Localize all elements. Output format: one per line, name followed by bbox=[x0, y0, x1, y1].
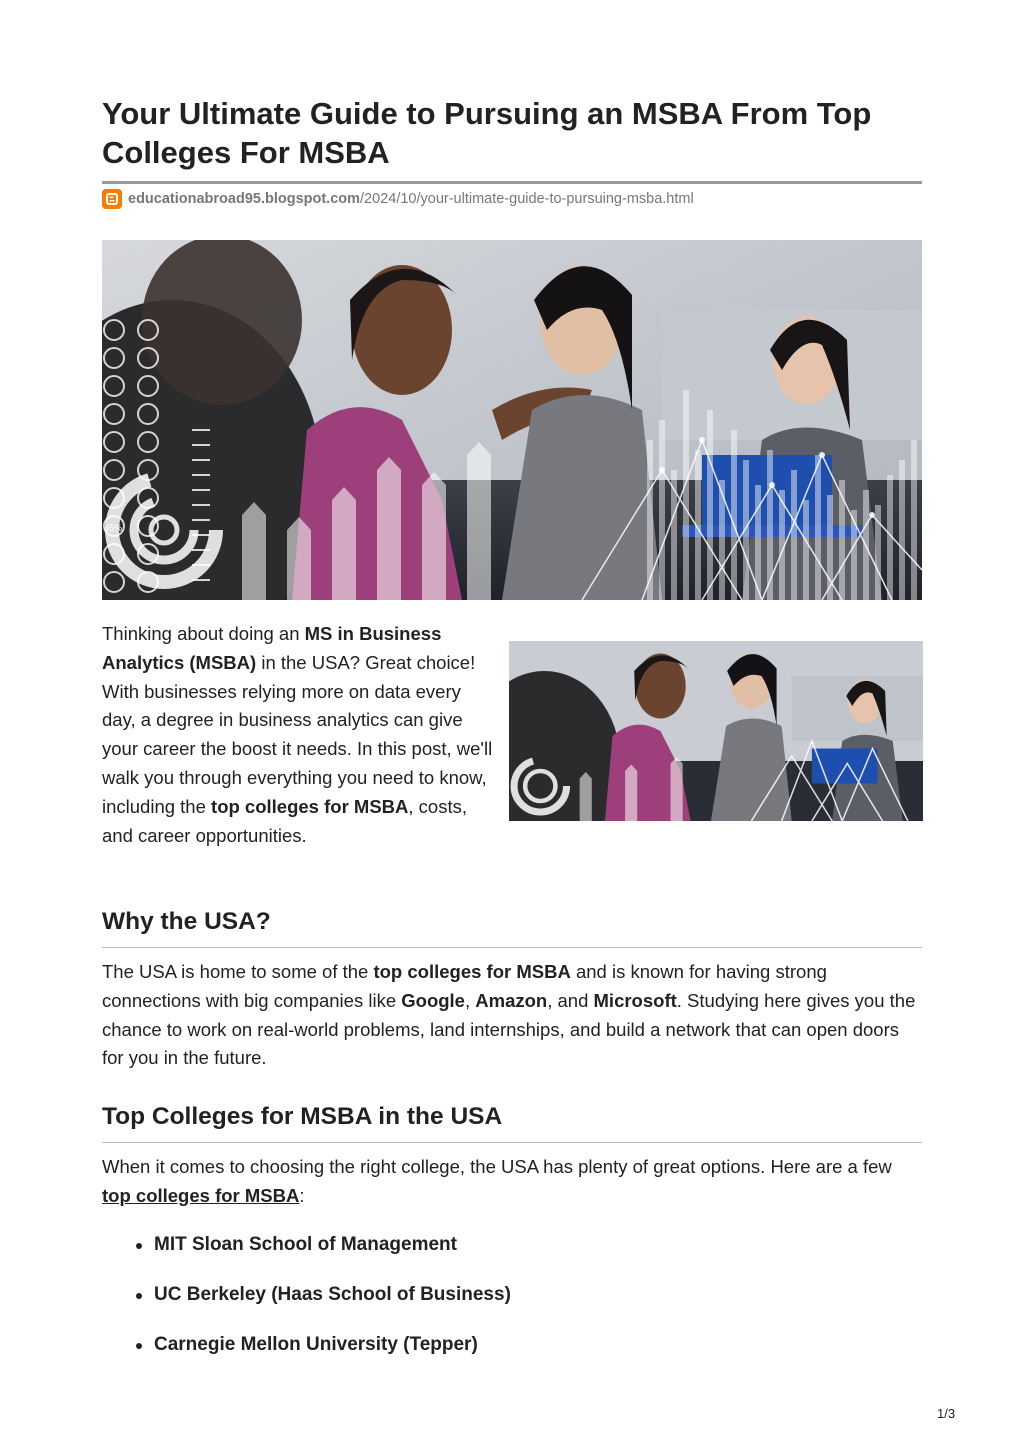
why-text-5: . Studying here gives you the chance to work on real-world problems, land internships, and build a network that can open doors for you in the future. bbox=[102, 989, 916, 1069]
top-colleges-paragraph bbox=[102, 1153, 922, 1211]
blogger-icon bbox=[102, 189, 122, 209]
source-domain[interactable]: educationabroad95.blogspot.com bbox=[128, 191, 361, 207]
why-bold-microsoft: Microsoft bbox=[593, 989, 677, 1011]
hero-gauge-badge: 45% bbox=[104, 523, 123, 533]
intro-text-1: Thinking about doing an bbox=[102, 623, 305, 644]
list-item: MIT Sloan School of Management bbox=[154, 1230, 511, 1280]
why-text-2: and is known for having strong connections with big companies like bbox=[102, 961, 827, 1011]
why-text-4: , and bbox=[547, 989, 594, 1011]
why-usa-heading: Why the USA? bbox=[102, 908, 271, 935]
why-text-3: , bbox=[464, 989, 476, 1011]
source-path[interactable]: /2024/10/your-ultimate-guide-to-pursuing-msba.html bbox=[360, 191, 694, 207]
intro-text-3: , costs, and career opportunities. bbox=[102, 795, 467, 846]
list-item: Carnegie Mellon University (Tepper) bbox=[154, 1330, 511, 1380]
intro-text-2: in the USA? Great choice! With businesses relying more on data every day, a degree in business analytics can give your career the boost it needs. In this post, we'll walk you through everything you need to know, including the bbox=[102, 651, 493, 817]
list-item: UC Berkeley (Haas School of Business) bbox=[154, 1280, 511, 1330]
hero-image bbox=[102, 240, 922, 600]
why-usa-paragraph bbox=[102, 958, 922, 1073]
thumbnail-image bbox=[509, 641, 923, 821]
college-list bbox=[102, 1230, 511, 1380]
page-title: Your Ultimate Guide to Pursuing an MSBA From Top Colleges For MSBA bbox=[102, 96, 872, 170]
why-bold-top-colleges: top colleges for MSBA bbox=[373, 961, 571, 982]
top-text-1: When it comes to choosing the right college, the USA has plenty of great options. Here are a few bbox=[102, 1156, 892, 1177]
page-number: 1/3 bbox=[937, 1406, 956, 1421]
top-colleges-heading: Top Colleges for MSBA in the USA bbox=[102, 1103, 503, 1130]
top-colleges-link[interactable]: top colleges for MSBA bbox=[102, 1184, 300, 1206]
why-usa-divider bbox=[102, 947, 922, 948]
why-bold-amazon: Amazon bbox=[475, 989, 548, 1011]
top-text-2: : bbox=[299, 1184, 305, 1206]
source-url[interactable] bbox=[102, 188, 694, 210]
intro-paragraph bbox=[102, 620, 498, 850]
intro-bold-msba: MS in Business Analytics (MSBA) bbox=[102, 623, 442, 673]
top-colleges-divider bbox=[102, 1142, 922, 1143]
intro-bold-top-colleges: top colleges for MSBA bbox=[211, 795, 409, 817]
why-text-1: The USA is home to some of the bbox=[102, 961, 374, 982]
title-divider bbox=[102, 181, 922, 184]
why-bold-google: Google bbox=[401, 989, 465, 1011]
